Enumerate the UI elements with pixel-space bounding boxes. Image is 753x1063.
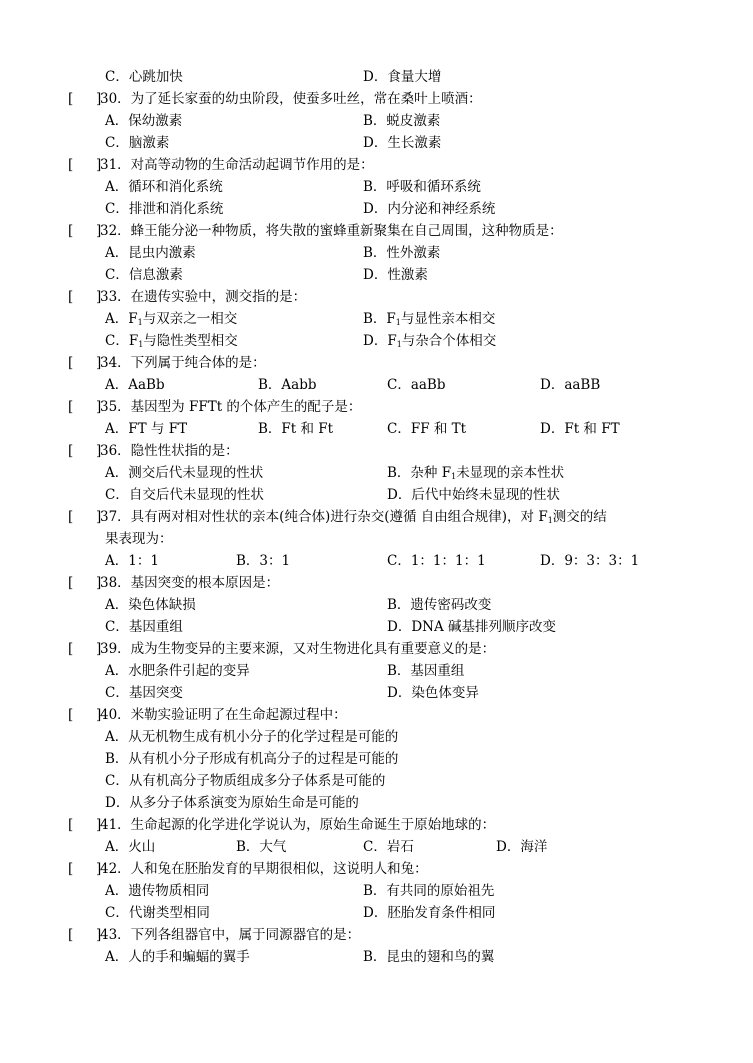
answer-option: D．染色体变异 xyxy=(387,685,479,701)
answer-option: A．昆虫内激素 xyxy=(105,245,196,261)
answer-option: B．遗传密码改变 xyxy=(387,597,492,613)
question-text: 38．基因突变的根本原因是： xyxy=(100,575,280,591)
question-text: 果表现为： xyxy=(105,531,173,547)
answer-option: D．aaBB xyxy=(540,377,601,393)
answer-option: A．保幼激素 xyxy=(105,113,183,129)
answer-bracket-close: ] xyxy=(96,707,102,723)
answer-bracket-close: ] xyxy=(96,817,102,833)
question-text: 30．为了延长家蚕的幼虫阶段，使蚕多吐丝，常在桑叶上喷酒： xyxy=(100,91,482,107)
answer-option: D．后代中始终未显现的性状 xyxy=(387,487,560,503)
answer-option: D．生长激素 xyxy=(363,135,442,151)
question-text: 34．下列属于纯合体的是： xyxy=(100,355,266,371)
answer-option: C．排泄和消化系统 xyxy=(105,201,224,217)
answer-option: C．基因突变 xyxy=(105,685,183,701)
answer-bracket-open: [ xyxy=(68,443,74,459)
answer-bracket-close: ] xyxy=(96,861,102,877)
answer-option: B．$F_1$与显性亲本相交 xyxy=(363,311,496,327)
answer-option: D．从多分子体系演变为原始生命是可能的 xyxy=(105,795,359,811)
answer-option: B．性外激素 xyxy=(363,245,441,261)
answer-option: B．大气 xyxy=(236,839,287,855)
answer-option: A．火山 xyxy=(105,839,156,855)
answer-bracket-close: ] xyxy=(96,575,102,591)
answer-option: B．杂种 $F_1$未显现的亲本性状 xyxy=(387,465,565,481)
question-text: 39．成为生物变异的主要来源，又对生物进化具有重要意义的是： xyxy=(100,641,496,657)
answer-option: D．食量大增 xyxy=(363,69,442,85)
answer-option: C．自交后代未显现的性状 xyxy=(105,487,264,503)
answer-option: C．基因重组 xyxy=(105,619,183,635)
answer-bracket-open: [ xyxy=(68,575,74,591)
answer-option: B．呼吸和循环系统 xyxy=(363,179,481,195)
answer-bracket-close: ] xyxy=(96,289,102,305)
answer-option: C．1：1：1：1 xyxy=(387,553,486,569)
answer-bracket-close: ] xyxy=(96,927,102,943)
answer-option: C．$F_1$与隐性类型相交 xyxy=(105,333,238,349)
answer-option: D．海洋 xyxy=(496,839,548,855)
answer-option: B．Ft 和 Ft xyxy=(258,421,334,437)
answer-option: C．代谢类型相同 xyxy=(105,905,210,921)
answer-bracket-close: ] xyxy=(96,223,102,239)
answer-option: C．FF 和 Tt xyxy=(387,421,467,437)
answer-option: C．脑激素 xyxy=(105,135,170,151)
answer-option: A．遗传物质相同 xyxy=(105,883,210,899)
answer-option: C．信息激素 xyxy=(105,267,183,283)
answer-option: A．水肥条件引起的变异 xyxy=(105,663,250,679)
question-text: 31．对高等动物的生命活动起调节作用的是： xyxy=(100,157,374,173)
answer-option: B．3：1 xyxy=(236,553,291,569)
answer-option: A．从无机物生成有机小分子的化学过程是可能的 xyxy=(105,729,399,745)
answer-option: A．循环和消化系统 xyxy=(105,179,223,195)
answer-bracket-open: [ xyxy=(68,861,74,877)
answer-option: D．内分泌和神经系统 xyxy=(363,201,496,217)
answer-option: C．心跳加快 xyxy=(105,69,183,85)
answer-bracket-close: ] xyxy=(96,641,102,657)
answer-option: A．染色体缺损 xyxy=(105,597,196,613)
answer-bracket-open: [ xyxy=(68,355,74,371)
answer-option: C．岩石 xyxy=(363,839,414,855)
answer-bracket-close: ] xyxy=(96,91,102,107)
answer-option: B．基因重组 xyxy=(387,663,465,679)
answer-option: B．有共同的原始祖先 xyxy=(363,883,495,899)
answer-option: A．AaBb xyxy=(105,377,165,393)
answer-option: C．从有机高分子物质组成多分子体系是可能的 xyxy=(105,773,386,789)
question-text: 32．蜂王能分泌一种物质，将失散的蜜蜂重新聚集在自己周围，这种物质是： xyxy=(100,223,563,239)
answer-bracket-open: [ xyxy=(68,91,74,107)
answer-bracket-open: [ xyxy=(68,289,74,305)
answer-option: D．胚胎发育条件相同 xyxy=(363,905,496,921)
answer-option: A．人的手和蝙蝠的翼手 xyxy=(105,949,250,965)
answer-bracket-close: ] xyxy=(96,399,102,415)
answer-option: A．$F_1$与双亲之一相交 xyxy=(105,311,238,327)
answer-option: B．Aabb xyxy=(258,377,317,393)
answer-option: B．蜕皮激素 xyxy=(363,113,441,129)
question-text: 41．生命起源的化学进化学说认为，原始生命诞生于原始地球的： xyxy=(100,817,496,833)
question-text: 42．人和兔在胚胎发育的早期很相似，这说明人和兔： xyxy=(100,861,428,877)
answer-option: A．1：1 xyxy=(105,553,159,569)
question-text: 36．隐性性状指的是： xyxy=(100,443,239,459)
answer-bracket-open: [ xyxy=(68,399,74,415)
answer-bracket-open: [ xyxy=(68,157,74,173)
answer-bracket-close: ] xyxy=(96,509,102,525)
answer-bracket-close: ] xyxy=(96,157,102,173)
answer-option: D．DNA 碱基排列顺序改变 xyxy=(387,619,557,635)
answer-option: D．Ft 和 FT xyxy=(540,421,620,437)
answer-bracket-open: [ xyxy=(68,707,74,723)
question-text: 33．在遗传实验中，测交指的是： xyxy=(100,289,307,305)
answer-bracket-open: [ xyxy=(68,817,74,833)
answer-option: B．从有机小分子形成有机高分子的过程是可能的 xyxy=(105,751,399,767)
question-text: 43．下列各组器官中，属于同源器官的是： xyxy=(100,927,361,943)
answer-option: B．昆虫的翅和鸟的翼 xyxy=(363,949,495,965)
answer-bracket-close: ] xyxy=(96,443,102,459)
answer-option: C．aaBb xyxy=(387,377,446,393)
answer-bracket-open: [ xyxy=(68,641,74,657)
answer-bracket-open: [ xyxy=(68,509,74,525)
answer-option: D．9：3：3：1 xyxy=(540,553,640,569)
question-text: 37．具有两对相对性状的亲本(纯合体)进行杂交(遵循 自由组合规律)，对 $F_1$测交的结 xyxy=(100,509,607,525)
answer-bracket-open: [ xyxy=(68,223,74,239)
question-text: 40．米勒实验证明了在生命起源过程中： xyxy=(100,707,347,723)
answer-option: A．FT 与 FT xyxy=(105,421,188,437)
answer-bracket-close: ] xyxy=(96,355,102,371)
answer-option: D．$F_1$与杂合个体相交 xyxy=(363,333,497,349)
answer-option: D．性激素 xyxy=(363,267,428,283)
answer-option: A．测交后代未显现的性状 xyxy=(105,465,264,481)
answer-bracket-open: [ xyxy=(68,927,74,943)
question-text: 35．基因型为 FFTt 的个体产生的配子是： xyxy=(100,399,362,415)
